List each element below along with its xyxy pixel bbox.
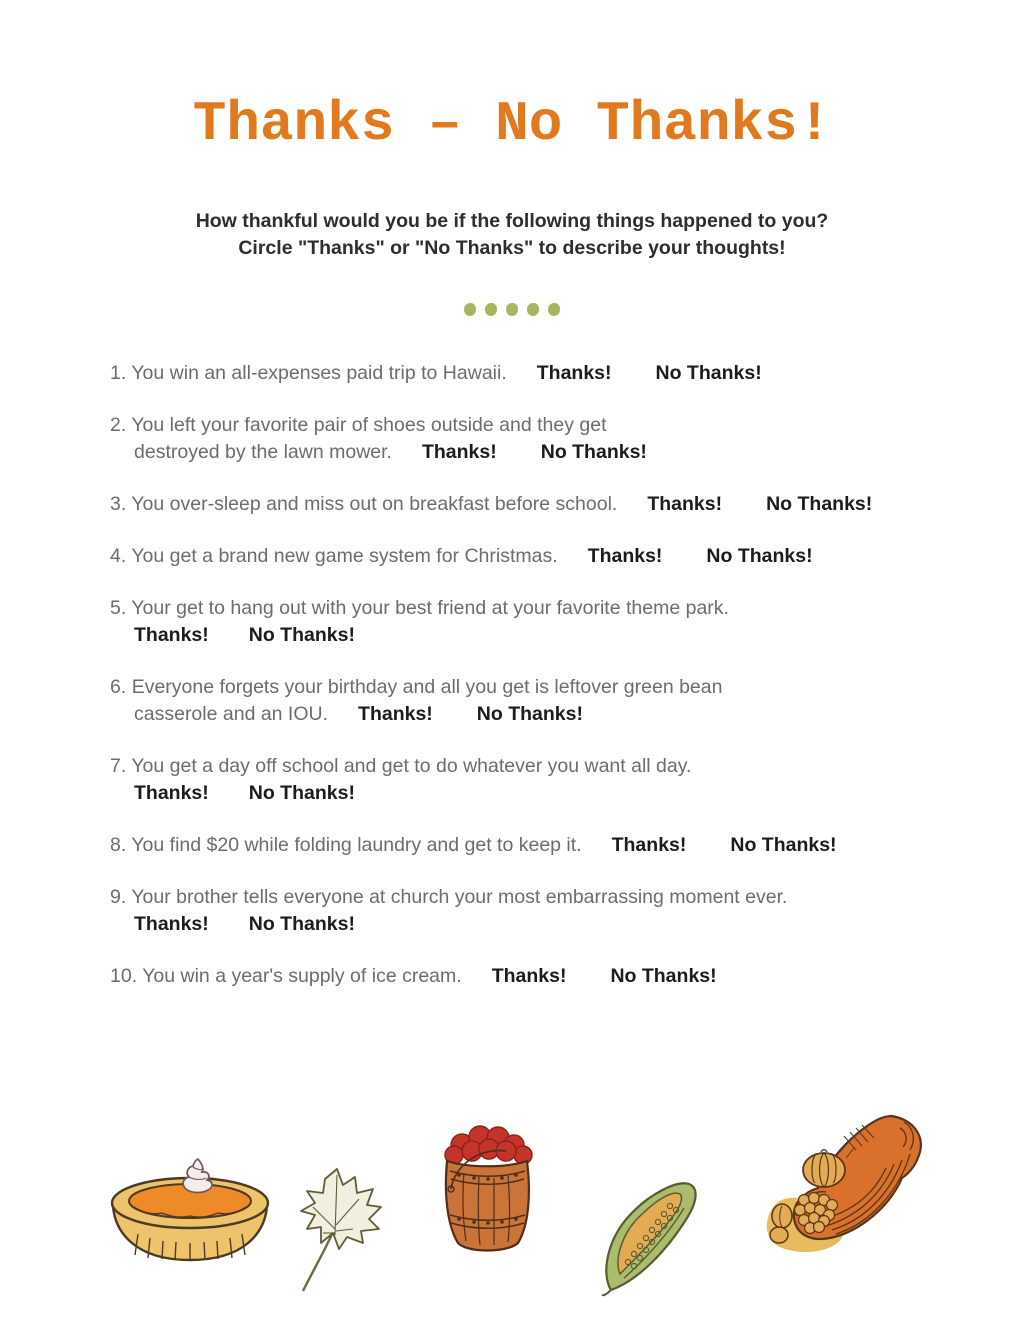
question-number: 8. bbox=[110, 834, 132, 856]
no-thanks-option: No Thanks! bbox=[476, 703, 583, 725]
subtitle-line-1: How thankful would you be if the following things happened to you? bbox=[195, 210, 829, 232]
question-number: 5. bbox=[110, 597, 132, 619]
question-number: 9. bbox=[110, 886, 132, 908]
divider-dots bbox=[0, 303, 1024, 319]
pumpkin-pie-icon bbox=[104, 1158, 276, 1268]
cornucopia-icon bbox=[752, 1108, 930, 1260]
options-line bbox=[134, 780, 930, 807]
question-text: Your get to hang out with your best friend at your favorite theme park. bbox=[131, 597, 729, 619]
no-thanks-option: No Thanks! bbox=[610, 965, 717, 987]
no-thanks-option: No Thanks! bbox=[706, 545, 813, 567]
question-text-line2: casserole and an IOU. bbox=[134, 703, 329, 725]
question-item bbox=[110, 963, 930, 990]
subtitle-line-2: Circle "Thanks" or "No Thanks" to describe your thoughts! bbox=[238, 237, 786, 259]
question-number: 6. bbox=[110, 676, 132, 698]
no-thanks-option: No Thanks! bbox=[766, 493, 873, 515]
question-number: 1. bbox=[110, 362, 132, 384]
divider-dot bbox=[485, 303, 497, 316]
question-text: Your brother tells everyone at church your most embarrassing moment ever. bbox=[131, 886, 788, 908]
question-number: 2. bbox=[110, 414, 132, 436]
divider-dot bbox=[548, 303, 560, 316]
question-text: You left your favorite pair of shoes outside and they get bbox=[131, 414, 607, 436]
thanks-option: Thanks! bbox=[358, 703, 433, 725]
divider-dot bbox=[464, 303, 476, 316]
thanks-option: Thanks! bbox=[491, 965, 567, 987]
question-item bbox=[110, 674, 930, 728]
no-thanks-option: No Thanks! bbox=[248, 624, 355, 646]
no-thanks-option: No Thanks! bbox=[730, 834, 837, 856]
no-thanks-option: No Thanks! bbox=[655, 362, 762, 384]
page-title: Thanks – No Thanks! bbox=[192, 92, 832, 156]
question-item bbox=[110, 595, 930, 649]
corn-cob-icon bbox=[598, 1178, 708, 1298]
illustrations-row bbox=[0, 1080, 1024, 1325]
thanks-option: Thanks! bbox=[134, 782, 209, 804]
question-text: You get a brand new game system for Christmas. bbox=[131, 545, 558, 567]
thanks-option: Thanks! bbox=[587, 545, 663, 567]
thanks-option: Thanks! bbox=[647, 493, 723, 515]
question-item bbox=[110, 491, 930, 518]
options-line bbox=[134, 622, 930, 649]
question-item bbox=[110, 884, 930, 938]
question-text: You over-sleep and miss out on breakfast before school. bbox=[131, 493, 618, 515]
thanks-option: Thanks! bbox=[536, 362, 612, 384]
question-item bbox=[110, 832, 930, 859]
autumn-leaf-icon bbox=[283, 1163, 388, 1293]
no-thanks-option: No Thanks! bbox=[248, 913, 355, 935]
options-line bbox=[134, 911, 930, 938]
question-text: You get a day off school and get to do whatever you want all day. bbox=[131, 755, 692, 777]
no-thanks-option: No Thanks! bbox=[540, 441, 647, 463]
question-text: You win a year's supply of ice cream. bbox=[142, 965, 462, 987]
thanks-option: Thanks! bbox=[134, 624, 209, 646]
question-text: You win an all-expenses paid trip to Hawaii. bbox=[131, 362, 507, 384]
thanks-option: Thanks! bbox=[421, 441, 497, 463]
thanks-option: Thanks! bbox=[134, 913, 209, 935]
question-list bbox=[110, 360, 930, 1015]
cranberry-basket-icon bbox=[426, 1123, 548, 1255]
question-item bbox=[110, 360, 930, 387]
question-item bbox=[110, 412, 930, 466]
thanks-option: Thanks! bbox=[611, 834, 687, 856]
question-text: You find $20 while folding laundry and get to keep it. bbox=[131, 834, 582, 856]
subtitle bbox=[0, 208, 1024, 262]
question-number: 7. bbox=[110, 755, 132, 777]
divider-dot bbox=[506, 303, 518, 316]
question-text: Everyone forgets your birthday and all you get is leftover green bean bbox=[131, 676, 723, 698]
question-text-line2: destroyed by the lawn mower. bbox=[134, 441, 392, 463]
question-number: 3. bbox=[110, 493, 132, 515]
question-number: 10. bbox=[110, 965, 143, 987]
question-number: 4. bbox=[110, 545, 132, 567]
divider-dot bbox=[527, 303, 539, 316]
no-thanks-option: No Thanks! bbox=[248, 782, 355, 804]
question-item bbox=[110, 753, 930, 807]
question-item bbox=[110, 543, 930, 570]
